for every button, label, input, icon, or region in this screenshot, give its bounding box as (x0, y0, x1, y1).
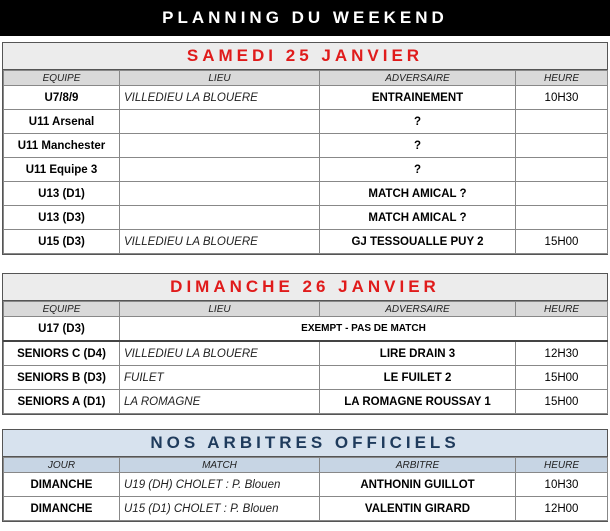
column-header-equipe: EQUIPE (4, 302, 120, 317)
column-header-heure: HEURE (516, 302, 608, 317)
samedi-section (2, 42, 608, 255)
opponent-cell: ENTRAINEMENT (320, 86, 516, 110)
team-cell: SENIORS B (D3) (4, 366, 120, 390)
team-cell: SENIORS A (D1) (4, 390, 120, 414)
table-row (4, 317, 608, 342)
opponent-cell: LIRE DRAIN 3 (320, 341, 516, 366)
time-cell (516, 182, 608, 206)
venue-cell (120, 158, 320, 182)
team-cell: U11 Arsenal (4, 110, 120, 134)
column-header-jour: JOUR (4, 458, 120, 473)
team-cell: U15 (D3) (4, 230, 120, 254)
venue-cell: LA ROMAGNE (120, 390, 320, 414)
table-row (4, 182, 608, 206)
time-cell (516, 158, 608, 182)
table-row (4, 341, 608, 366)
samedi-title: SAMEDI 25 JANVIER (3, 43, 607, 70)
day-cell: DIMANCHE (4, 497, 120, 521)
dimanche-title: DIMANCHE 26 JANVIER (3, 274, 607, 301)
exempt-cell: EXEMPT - PAS DE MATCH (120, 317, 608, 342)
time-cell: 15H00 (516, 230, 608, 254)
time-cell: 15H00 (516, 366, 608, 390)
opponent-cell: LA ROMAGNE ROUSSAY 1 (320, 390, 516, 414)
table-header-row (4, 302, 608, 317)
arbitres-section (2, 429, 608, 522)
table-row (4, 110, 608, 134)
page-title: PLANNING DU WEEKEND (0, 0, 610, 36)
column-header-arbitre: ARBITRE (320, 458, 516, 473)
column-header-heure: HEURE (516, 71, 608, 86)
table-row (4, 366, 608, 390)
team-cell: SENIORS C (D4) (4, 341, 120, 366)
table-row (4, 473, 608, 497)
time-cell: 12H30 (516, 341, 608, 366)
dimanche-section (2, 273, 608, 415)
opponent-cell: MATCH AMICAL ? (320, 206, 516, 230)
match-cell: U19 (DH) CHOLET : P. Blouen (120, 473, 320, 497)
opponent-cell: LE FUILET 2 (320, 366, 516, 390)
time-cell: 12H00 (516, 497, 608, 521)
referee-cell: ANTHONIN GUILLOT (320, 473, 516, 497)
opponent-cell: ? (320, 158, 516, 182)
opponent-cell: ? (320, 110, 516, 134)
table-row (4, 134, 608, 158)
table-row (4, 497, 608, 521)
team-cell: U13 (D1) (4, 182, 120, 206)
column-header-lieu: LIEU (120, 71, 320, 86)
table-row (4, 206, 608, 230)
match-cell: U15 (D1) CHOLET : P. Blouen (120, 497, 320, 521)
time-cell: 10H30 (516, 473, 608, 497)
venue-cell (120, 182, 320, 206)
venue-cell (120, 206, 320, 230)
venue-cell: VILLEDIEU LA BLOUERE (120, 230, 320, 254)
venue-cell: FUILET (120, 366, 320, 390)
opponent-cell: GJ TESSOUALLE PUY 2 (320, 230, 516, 254)
column-header-adversaire: ADVERSAIRE (320, 302, 516, 317)
venue-cell (120, 110, 320, 134)
column-header-match: MATCH (120, 458, 320, 473)
time-cell: 15H00 (516, 390, 608, 414)
time-cell: 10H30 (516, 86, 608, 110)
arbitres-table (3, 457, 608, 521)
opponent-cell: ? (320, 134, 516, 158)
venue-cell (120, 134, 320, 158)
arbitres-title: NOS ARBITRES OFFICIELS (3, 430, 607, 457)
dimanche-table (3, 301, 608, 414)
time-cell (516, 110, 608, 134)
table-row (4, 158, 608, 182)
table-row (4, 390, 608, 414)
table-row (4, 86, 608, 110)
time-cell (516, 134, 608, 158)
table-header-row (4, 71, 608, 86)
column-header-adversaire: ADVERSAIRE (320, 71, 516, 86)
day-cell: DIMANCHE (4, 473, 120, 497)
referee-cell: VALENTIN GIRARD (320, 497, 516, 521)
samedi-table (3, 70, 608, 254)
venue-cell: VILLEDIEU LA BLOUERE (120, 341, 320, 366)
column-header-equipe: EQUIPE (4, 71, 120, 86)
column-header-heure: HEURE (516, 458, 608, 473)
table-header-row (4, 458, 608, 473)
venue-cell: VILLEDIEU LA BLOUERE (120, 86, 320, 110)
table-row (4, 230, 608, 254)
team-cell: U17 (D3) (4, 317, 120, 342)
team-cell: U7/8/9 (4, 86, 120, 110)
column-header-lieu: LIEU (120, 302, 320, 317)
team-cell: U11 Equipe 3 (4, 158, 120, 182)
time-cell (516, 206, 608, 230)
team-cell: U11 Manchester (4, 134, 120, 158)
opponent-cell: MATCH AMICAL ? (320, 182, 516, 206)
team-cell: U13 (D3) (4, 206, 120, 230)
